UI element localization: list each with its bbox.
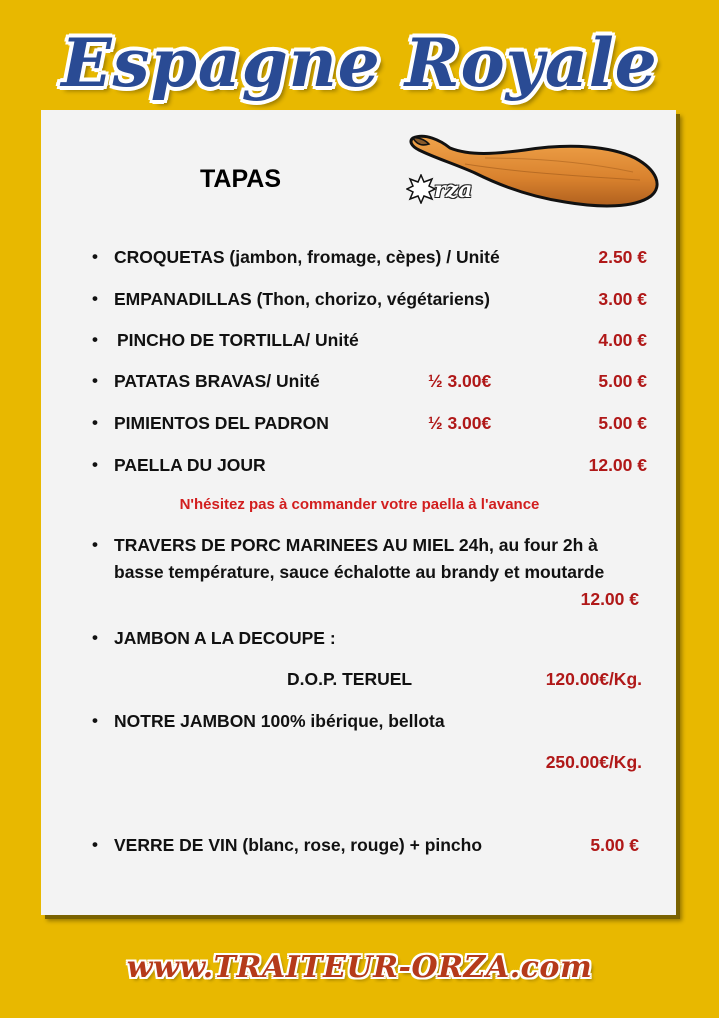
item-sub-label: D.O.P. TERUEL: [287, 669, 413, 689]
item-price: 5.00 €: [590, 835, 639, 855]
bullet-icon: •: [92, 628, 98, 647]
item-label: PIMIENTOS DEL PADRON: [114, 413, 329, 433]
item-price: 4.00 €: [598, 330, 647, 350]
item-price: 3.00 €: [598, 289, 647, 309]
item-label: CROQUETAS (jambon, fromage, cèpes) / Unité: [114, 247, 500, 267]
logo-text: rza: [434, 177, 473, 203]
bullet-icon: •: [92, 711, 98, 730]
item-price: 5.00 €: [598, 371, 647, 391]
item-label: VERRE DE VIN (blanc, rose, rouge) + pincho: [114, 835, 483, 855]
item-label: PATATAS BRAVAS/ Unité: [114, 371, 320, 391]
bullet-icon: •: [92, 247, 98, 266]
item-label: JAMBON A LA DECOUPE :: [114, 628, 336, 648]
star-badge-icon: [406, 174, 436, 204]
item-price: 12.00 €: [588, 455, 647, 475]
item-label: PINCHO DE TORTILLA/ Unité: [117, 330, 359, 350]
section-heading: TAPAS: [200, 165, 282, 193]
bullet-icon: •: [92, 455, 98, 474]
item-label: EMPANADILLAS (Thon, chorizo, végétariens): [114, 289, 490, 309]
item-half-price: ½ 3.00€: [428, 371, 492, 391]
bullet-icon: •: [92, 330, 98, 349]
bullet-icon: •: [92, 535, 98, 554]
item-price: 120.00€/Kg.: [545, 669, 642, 689]
bullet-icon: •: [92, 289, 98, 308]
bullet-icon: •: [92, 413, 98, 432]
page-title: Espagne Royale: [61, 24, 658, 102]
bullet-icon: •: [92, 371, 98, 390]
item-label-line2: basse température, sauce échalotte au brandy et moutarde: [114, 562, 605, 582]
item-price: 5.00 €: [598, 413, 647, 433]
item-price: 250.00€/Kg.: [545, 752, 642, 772]
item-price: 2.50 €: [598, 247, 647, 267]
bullet-icon: •: [92, 835, 98, 854]
paella-note: N'hésitez pas à commander votre paella à l'avance: [179, 496, 540, 513]
item-half-price: ½ 3.00€: [428, 413, 492, 433]
item-label: NOTRE JAMBON 100% ibérique, bellota: [114, 711, 445, 731]
website-link[interactable]: www.TRAITEUR-ORZA.com: [126, 950, 593, 985]
item-price: 12.00 €: [580, 589, 639, 609]
item-label-line1: TRAVERS DE PORC MARINEES AU MIEL 24h, au four 2h à: [114, 535, 598, 555]
item-label: PAELLA DU JOUR: [114, 455, 266, 475]
